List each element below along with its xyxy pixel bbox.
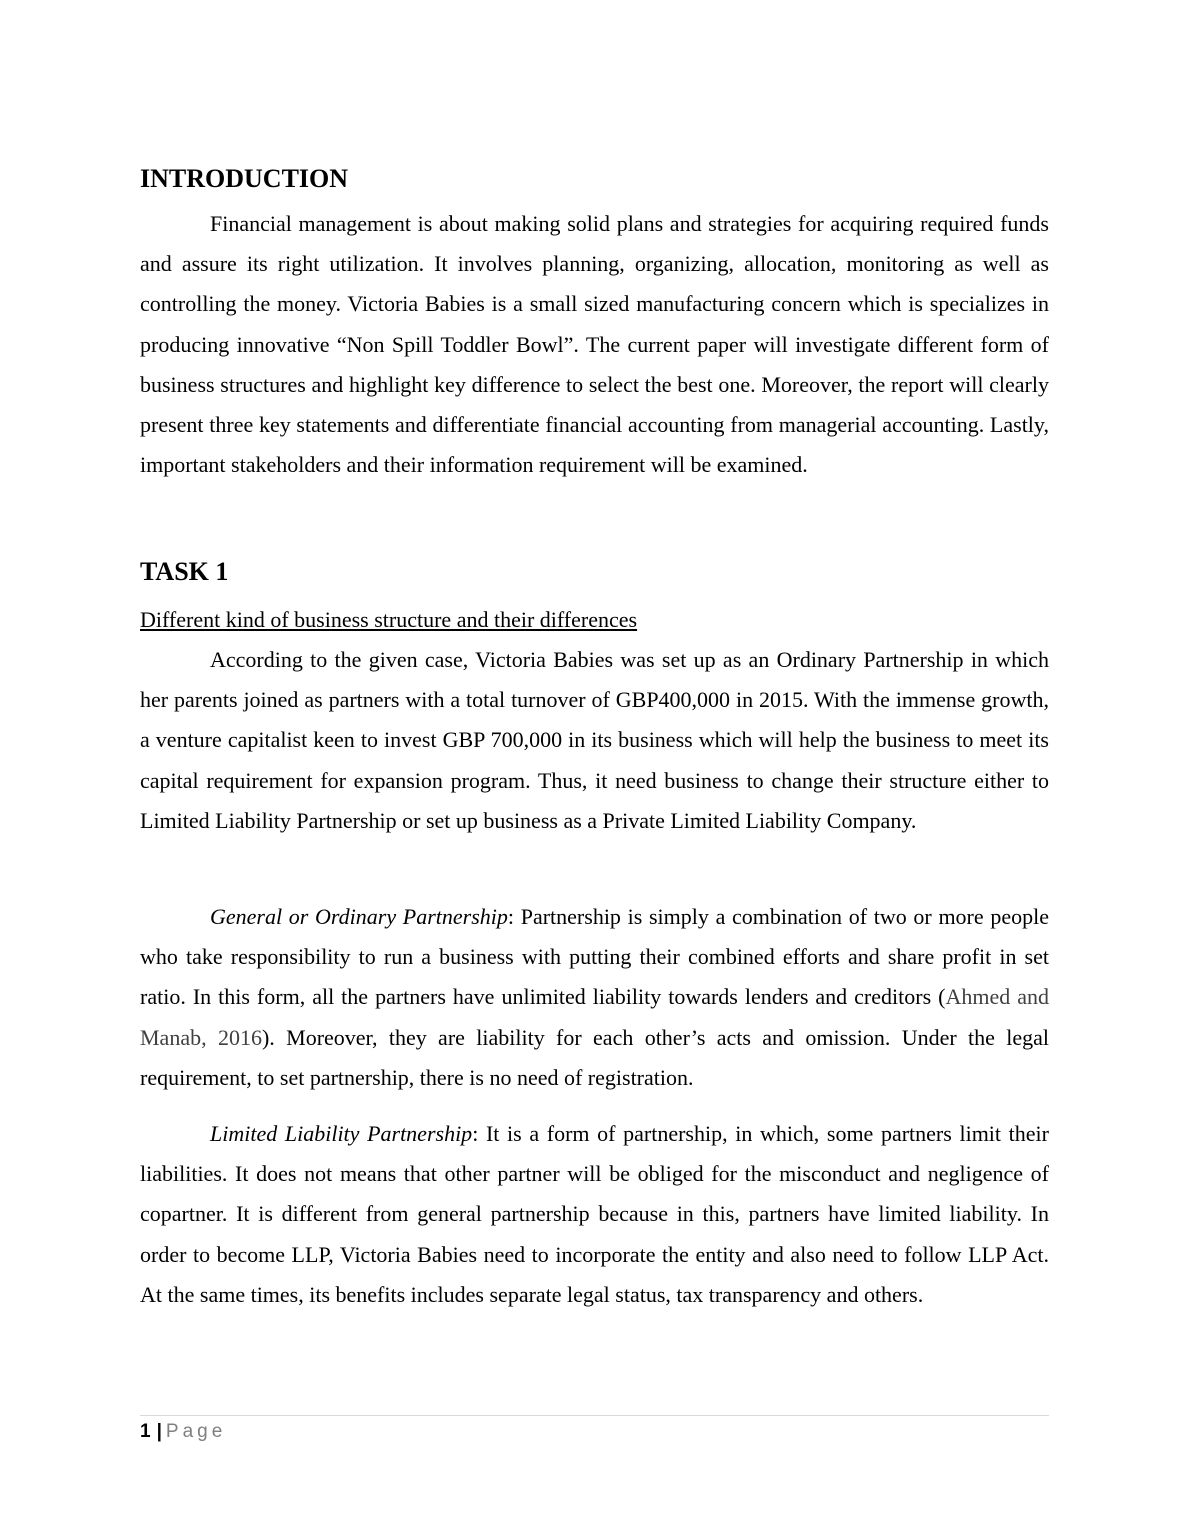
introduction-heading: INTRODUCTION — [140, 164, 349, 193]
general-partnership-text-end: ). Moreover, they are liability for each other’s acts and omission. Under the legal requirement, to set partnership, there is no need of registration. — [140, 1024, 1050, 1090]
introduction-paragraph: Financial management is about making solid plans and strategies for acquiring required funds and assure its right utilization. It involves planning, organizing, allocation, monitoring as well as controlling the money. Victoria Babies is a small sized manufacturing concern which is specializes in producing innovative “Non Spill Toddler Bowl”. The current paper will investigate different form of business structures and highlight key difference to select the best one. Moreover, the report will clearly present three key statements and differentiate financial accounting from managerial accounting. Lastly, important stakeholders and their information requirement will be examined. — [140, 211, 1049, 478]
general-partnership-text: : Partnership is simply a combination of two or more people who take responsibility to run a business with putting their combined efforts and share profit in set ratio. In this form, all the partners have unlimited liability towards lenders and creditors ( — [140, 904, 1049, 1010]
general-partnership-paragraph — [140, 897, 1049, 1098]
task1-paragraph-case: According to the given case, Victoria Babies was set up as an Ordinary Partnership in which her parents joined as partners with a total turnover of GBP400,000 in 2015. With the immense growth, a venture capitalist keen to invest GBP 700,000 in its business which will help the business to meet its capital requirement for expansion program. Thus, it need business to change their structure either to Limited Liability Partnership or set up business as a Private Limited Liability Company. — [140, 647, 1049, 833]
page-footer — [140, 1420, 226, 1444]
footer-separator: | — [156, 1421, 162, 1442]
llp-text: : It is a form of partnership, in which, some partners limit their liabilities. It does not means that other partner will be obliged for the misconduct and negligence of copartner. It is different from general partnership because in this, partners have limited liability. In order to become LLP, Victoria Babies need to incorporate the entity and also need to follow LLP Act. At the same times, its benefits includes separate legal status, tax transparency and others. — [140, 1121, 1049, 1307]
llp-term: Limited Liability Partnership — [210, 1121, 473, 1146]
footer-divider — [140, 1415, 1049, 1416]
general-partnership-term: General or Ordinary Partnership — [210, 904, 508, 929]
llp-paragraph — [140, 1114, 1049, 1315]
page-label: Page — [165, 1421, 227, 1442]
page-number: 1 — [140, 1421, 151, 1442]
task1-heading: TASK 1 — [140, 557, 229, 586]
task1-subheading: Different kind of business structure and their differences — [140, 607, 638, 632]
citation: Ahmed and Manab, 2016 — [140, 984, 1049, 1050]
